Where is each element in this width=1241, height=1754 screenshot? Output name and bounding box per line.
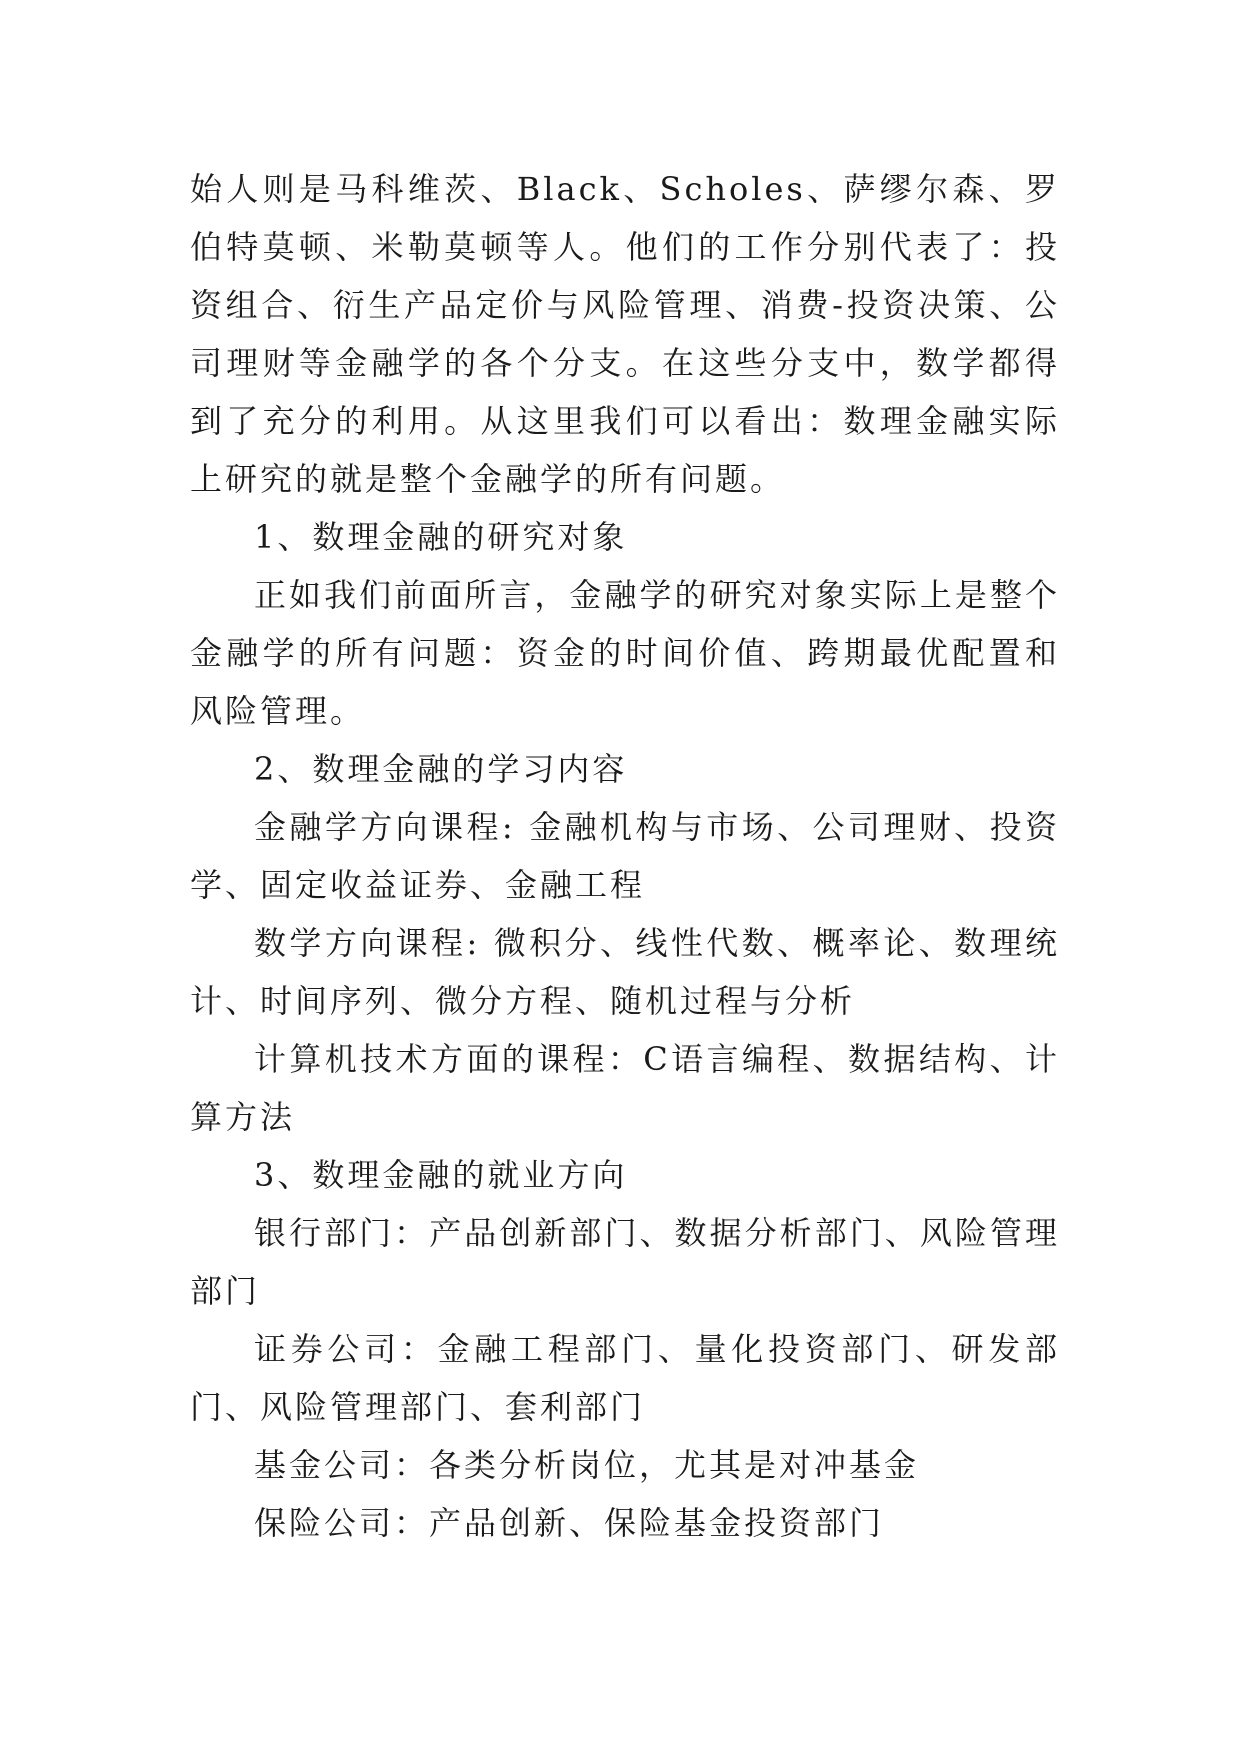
intro-paragraph: 始人则是马科维茨、Black、Scholes、萨缪尔森、罗伯特莫顿、米勒莫顿等人。他们的工作分别代表了：投资组合、衍生产品定价与风险管理、消费-投资决策、公司理财等金融学的各个分支。在这些分支中，数学都得到了充分的利用。从这里我们可以看出：数理金融实际上研究的就是整个金融学的所有问题。 xyxy=(190,170,1060,498)
research-object-paragraph: 正如我们前面所言，金融学的研究对象实际上是整个金融学的所有问题：资金的时间价值、跨期最优配置和风险管理。 xyxy=(190,576,1060,730)
section-heading-study-content: 2、数理金融的学习内容 xyxy=(254,750,628,788)
finance-courses-paragraph: 金融学方向课程: 金融机构与市场、公司理财、投资学、固定收益证券、金融工程 xyxy=(190,808,1060,904)
cs-courses-paragraph: 计算机技术方面的课程：C语言编程、数据结构、计算方法 xyxy=(190,1040,1060,1136)
section-heading-employment: 3、数理金融的就业方向 xyxy=(254,1156,628,1194)
bank-paragraph: 银行部门：产品创新部门、数据分析部门、风险管理部门 xyxy=(190,1214,1060,1310)
insurance-paragraph: 保险公司：产品创新、保险基金投资部门 xyxy=(254,1504,885,1542)
fund-paragraph: 基金公司：各类分析岗位，尤其是对冲基金 xyxy=(254,1446,920,1484)
securities-paragraph: 证券公司：金融工程部门、量化投资部门、研发部门、风险管理部门、套利部门 xyxy=(190,1330,1060,1426)
document-page xyxy=(190,160,1060,1552)
section-heading-research-object: 1、数理金融的研究对象 xyxy=(254,518,628,556)
math-courses-paragraph: 数学方向课程: 微积分、线性代数、概率论、数理统计、时间序列、微分方程、随机过程与分析 xyxy=(190,924,1060,1020)
